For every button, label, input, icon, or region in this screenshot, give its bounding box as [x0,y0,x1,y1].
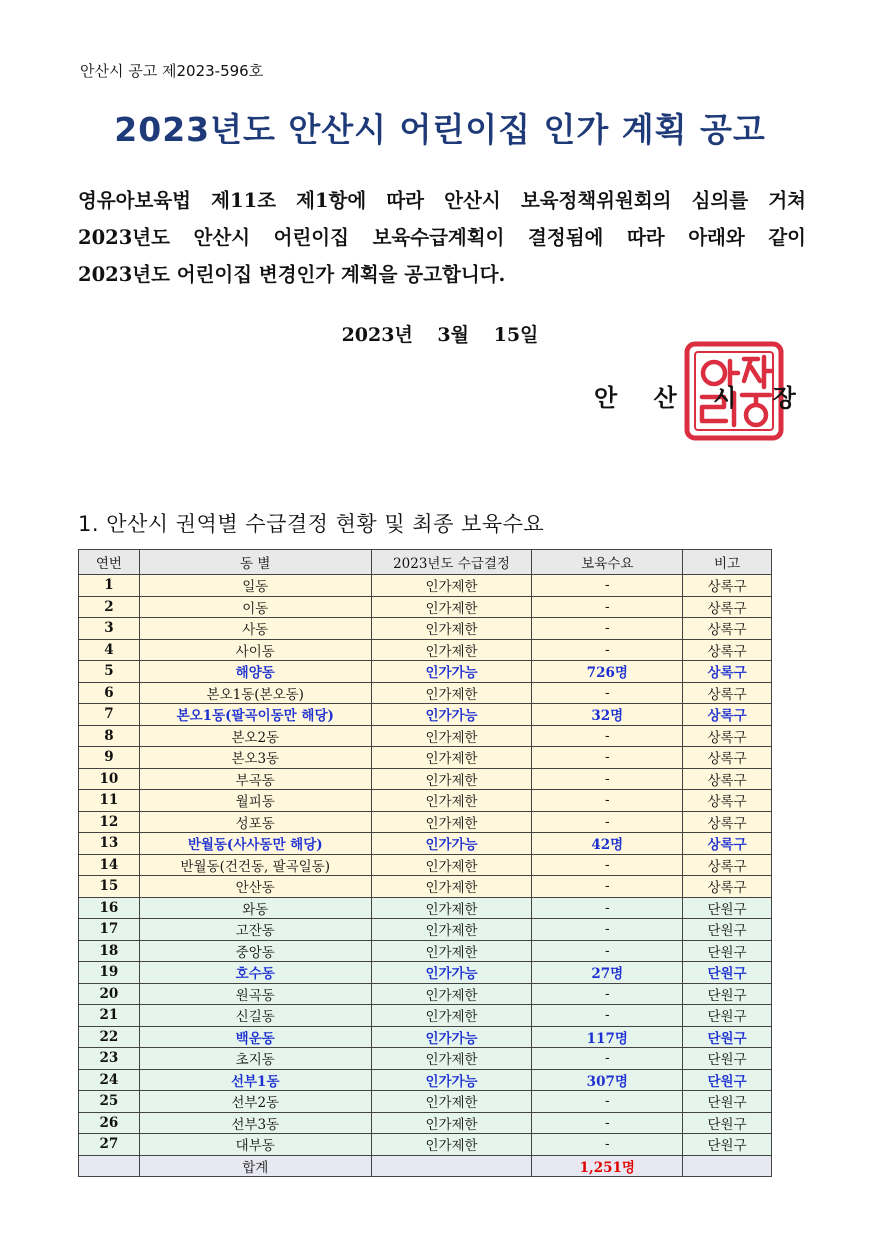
cell-no: 2 [79,596,140,618]
cell-dong: 성포동 [139,811,371,833]
cell-dong: 사동 [139,618,371,640]
table-row [79,854,772,876]
cell-no: 6 [79,682,140,704]
cell-demand: - [532,747,683,769]
cell-no: 19 [79,962,140,984]
cell-demand: - [532,682,683,704]
cell-note: 단원구 [683,1048,772,1070]
cell-decision: 인가가능 [371,1069,532,1091]
table-row [79,618,772,640]
notice-body [78,182,806,293]
cell-note: 상록구 [683,725,772,747]
cell-dong: 월피동 [139,790,371,812]
cell-decision: 인가가능 [371,1026,532,1048]
table-row [79,747,772,769]
cell-no: 5 [79,661,140,683]
cell-demand: 117명 [532,1026,683,1048]
table-row [79,596,772,618]
cell-demand: - [532,596,683,618]
cell-decision: 인가제한 [371,596,532,618]
cell-note: 단원구 [683,983,772,1005]
body-line: 2023년도 안산시 어린이집 보육수급계획이 결정됨에 따라 아래와 같이 [78,226,806,249]
cell-dong: 해양동 [139,661,371,683]
cell-demand: - [532,876,683,898]
page-title: 2023년도 안산시 어린이집 인가 계획 공고 [114,110,766,149]
cell-demand: 27명 [532,962,683,984]
cell-note: 상록구 [683,704,772,726]
table-body [79,575,772,1177]
notice-date: 2023년 3월 15일 [341,324,539,346]
cell-note: 상록구 [683,876,772,898]
cell-no: 24 [79,1069,140,1091]
cell-dong: 중앙동 [139,940,371,962]
cell-note: 상록구 [683,596,772,618]
cell-note: 상록구 [683,833,772,855]
cell-demand: - [532,618,683,640]
cell-dong: 초지동 [139,1048,371,1070]
cell-dong: 부곡동 [139,768,371,790]
cell-decision: 인가제한 [371,854,532,876]
cell-note: 상록구 [683,661,772,683]
cell-no: 9 [79,747,140,769]
cell-demand: 42명 [532,833,683,855]
notice-number: 안산시 공고 제2023-596호 [80,62,264,80]
cell-note: 상록구 [683,639,772,661]
cell-note: 단원구 [683,1112,772,1134]
cell-decision: 인가제한 [371,811,532,833]
cell-dong: 대부동 [139,1134,371,1156]
cell-no: 25 [79,1091,140,1113]
cell-demand: - [532,768,683,790]
section-title: 1. 안산시 권역별 수급결정 현황 및 최종 보육수요 [78,512,545,536]
header-note: 비고 [683,550,772,575]
header-no: 연번 [79,550,140,575]
cell-note: 상록구 [683,811,772,833]
cell-demand: - [532,1112,683,1134]
cell-no: 16 [79,897,140,919]
cell-note: 상록구 [683,854,772,876]
cell-note: 단원구 [683,962,772,984]
cell-decision: 인가가능 [371,704,532,726]
cell-decision: 인가제한 [371,897,532,919]
cell-note: 상록구 [683,618,772,640]
cell-no: 17 [79,919,140,941]
cell-decision: 인가제한 [371,575,532,597]
table-row [79,1091,772,1113]
header-demand: 보육수요 [532,550,683,575]
table-row [79,575,772,597]
cell-note: 상록구 [683,682,772,704]
cell-decision: 인가제한 [371,1091,532,1113]
cell-no: 27 [79,1134,140,1156]
cell-empty [683,1155,772,1177]
header-dong: 동 별 [139,550,371,575]
cell-decision: 인가가능 [371,962,532,984]
cell-no: 12 [79,811,140,833]
table-row [79,940,772,962]
cell-decision: 인가제한 [371,725,532,747]
cell-note: 상록구 [683,747,772,769]
table-row [79,790,772,812]
cell-decision: 인가제한 [371,790,532,812]
table-row [79,1134,772,1156]
cell-decision: 인가제한 [371,940,532,962]
cell-demand: - [532,919,683,941]
cell-note: 단원구 [683,1005,772,1027]
header-decision: 2023년도 수급결정 [371,550,532,575]
cell-note: 단원구 [683,1026,772,1048]
cell-demand: - [532,897,683,919]
cell-dong: 일동 [139,575,371,597]
cell-decision: 인가제한 [371,682,532,704]
table-row [79,704,772,726]
total-demand: 1,251명 [532,1155,683,1177]
cell-demand: - [532,1048,683,1070]
total-label: 합계 [139,1155,371,1177]
cell-no: 23 [79,1048,140,1070]
cell-note: 단원구 [683,940,772,962]
cell-decision: 인가제한 [371,1005,532,1027]
cell-no: 4 [79,639,140,661]
cell-note: 상록구 [683,575,772,597]
cell-demand: - [532,1134,683,1156]
cell-no: 18 [79,940,140,962]
cell-demand: - [532,983,683,1005]
cell-dong: 선부1동 [139,1069,371,1091]
cell-dong: 본오3동 [139,747,371,769]
cell-decision: 인가제한 [371,1134,532,1156]
cell-dong: 신길동 [139,1005,371,1027]
cell-decision: 인가제한 [371,876,532,898]
cell-dong: 고잔동 [139,919,371,941]
cell-dong: 본오1동(팔곡이동만 해당) [139,704,371,726]
cell-no: 8 [79,725,140,747]
table-row [79,1005,772,1027]
cell-dong: 원곡동 [139,983,371,1005]
table-row [79,1069,772,1091]
cell-dong: 본오1동(본오동) [139,682,371,704]
table-header-row [79,550,772,575]
cell-dong: 반월동(건건동, 팔곡일동) [139,854,371,876]
cell-no: 22 [79,1026,140,1048]
cell-decision: 인가제한 [371,983,532,1005]
demand-table [78,549,772,1177]
table-row [79,661,772,683]
cell-decision: 인가제한 [371,768,532,790]
cell-dong: 와동 [139,897,371,919]
signer-name: 안 산 시 장 [594,383,810,412]
cell-note: 단원구 [683,919,772,941]
cell-note: 단원구 [683,897,772,919]
table-total-row [79,1155,772,1177]
cell-dong: 본오2동 [139,725,371,747]
cell-no: 13 [79,833,140,855]
table-row [79,919,772,941]
cell-no: 26 [79,1112,140,1134]
cell-demand: - [532,575,683,597]
cell-note: 상록구 [683,790,772,812]
table-row [79,725,772,747]
table-row [79,682,772,704]
cell-dong: 반월동(사사동만 해당) [139,833,371,855]
cell-no: 11 [79,790,140,812]
cell-demand: - [532,1091,683,1113]
cell-dong: 안산동 [139,876,371,898]
cell-decision: 인가제한 [371,919,532,941]
cell-note: 상록구 [683,768,772,790]
cell-dong: 이동 [139,596,371,618]
cell-decision: 인가제한 [371,1048,532,1070]
cell-demand: - [532,1005,683,1027]
cell-dong: 백운동 [139,1026,371,1048]
cell-demand: - [532,811,683,833]
cell-decision: 인가가능 [371,661,532,683]
cell-demand: 32명 [532,704,683,726]
cell-empty [79,1155,140,1177]
cell-no: 20 [79,983,140,1005]
cell-demand: 307명 [532,1069,683,1091]
cell-no: 10 [79,768,140,790]
body-line: 2023년도 어린이집 변경인가 계획을 공고합니다. [78,263,506,286]
cell-decision: 인가제한 [371,639,532,661]
cell-demand: 726명 [532,661,683,683]
cell-demand: - [532,790,683,812]
cell-no: 21 [79,1005,140,1027]
table-row [79,768,772,790]
cell-dong: 선부3동 [139,1112,371,1134]
table-row [79,639,772,661]
cell-demand: - [532,940,683,962]
cell-note: 단원구 [683,1091,772,1113]
cell-dong: 사이동 [139,639,371,661]
table-row [79,876,772,898]
cell-demand: - [532,854,683,876]
cell-decision: 인가가능 [371,833,532,855]
cell-note: 단원구 [683,1069,772,1091]
table-row [79,1112,772,1134]
cell-no: 15 [79,876,140,898]
cell-demand: - [532,639,683,661]
cell-decision: 인가제한 [371,747,532,769]
body-line: 영유아보육법 제11조 제1항에 따라 안산시 보육정책위원회의 심의를 거쳐 [78,189,806,212]
cell-no: 14 [79,854,140,876]
cell-note: 단원구 [683,1134,772,1156]
cell-decision: 인가제한 [371,1112,532,1134]
table-row [79,811,772,833]
cell-dong: 선부2동 [139,1091,371,1113]
cell-decision: 인가제한 [371,618,532,640]
cell-no: 7 [79,704,140,726]
table-row [79,897,772,919]
cell-no: 3 [79,618,140,640]
cell-no: 1 [79,575,140,597]
table-row [79,983,772,1005]
table-row [79,1048,772,1070]
table-row [79,833,772,855]
table-row [79,1026,772,1048]
cell-dong: 호수동 [139,962,371,984]
table-row [79,962,772,984]
cell-demand: - [532,725,683,747]
cell-empty [371,1155,532,1177]
